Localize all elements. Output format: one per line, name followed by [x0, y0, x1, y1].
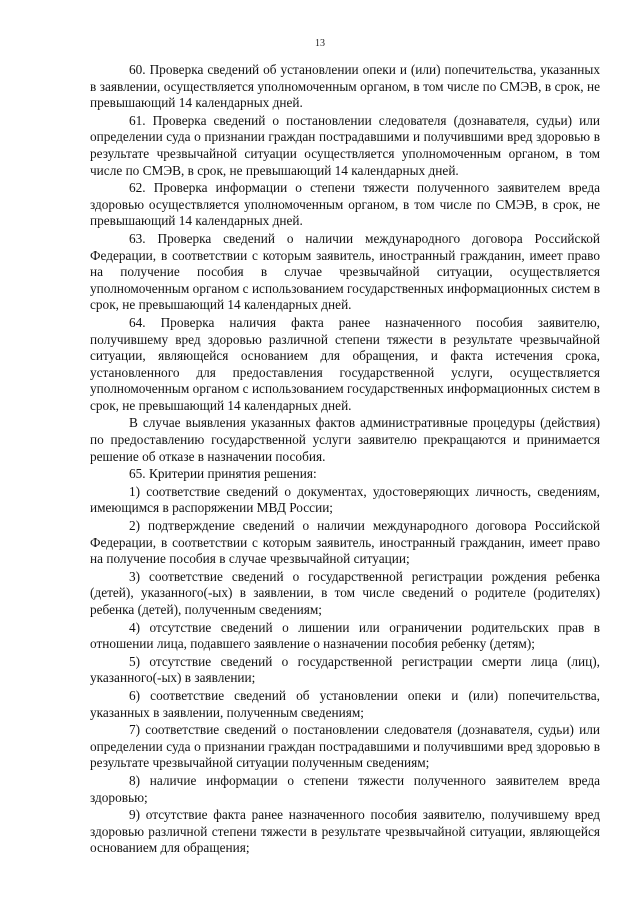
paragraph-63: 63. Проверка сведений о наличии международного договора Российской Федерации, в соответствии с которым заявитель, иностранный гражданин, имеет право на получение пособия в случае чрезвычайной ситуации, осуществляется уполномоченным органом с использованием государственных информационных систем в срок, не превышающий 14 календарных дней. — [90, 230, 600, 313]
paragraph-65-heading: 65. Критерии принятия решения: — [129, 466, 317, 482]
criteria-item-1: 1) соответствие сведений о документах, удостоверяющих личность, сведениям, имеющимся в распоряжении МВД России; — [90, 483, 600, 516]
criteria-item-6: 6) соответствие сведений об установлении опеки и (или) попечительства, указанных в заявлении, полученным сведениям; — [90, 687, 600, 720]
criteria-item-9: 9) отсутствие факта ранее назначенного пособия заявителю, получившему вред здоровью различной степени тяжести в результате чрезвычайной ситуации, являющейся основанием для обращения; — [90, 807, 600, 856]
criteria-item-7: 7) соответствие сведений о постановлении следователя (дознавателя, судьи) или определении суда о признании граждан пострадавшими и получившими вред здоровью в результате чрезвычайной ситуации полученным сведениям; — [90, 722, 600, 771]
page-number: 13 — [315, 38, 325, 49]
paragraph-61: 61. Проверка сведений о постановлении следователя (дознавателя, судьи) или определении суда о признании граждан пострадавшими и получившими вред здоровью в результате чрезвычайной ситуации осуществляется уполномоченным органом, в том числе по СМЭВ, в срок, не превышающий 14 календарных дней. — [90, 112, 600, 178]
criteria-item-8: 8) наличие информации о степени тяжести полученного заявителем вреда здоровью; — [90, 772, 600, 805]
document-body — [90, 62, 600, 858]
criteria-item-5: 5) отсутствие сведений о государственной регистрации смерти лица (лиц), указанного(-ых) в заявлении; — [90, 653, 600, 686]
paragraph-60: 60. Проверка сведений об установлении опеки и (или) попечительства, указанных в заявлении, осуществляется уполномоченным органом, в том числе по СМЭВ, в срок, не превышающий 14 календарных дней. — [90, 62, 600, 111]
criteria-item-4: 4) отсутствие сведений о лишении или ограничении родительских прав в отношении лица, подавшего заявление о назначении пособия ребенку (детям); — [90, 619, 600, 652]
paragraph-64-note: В случае выявления указанных фактов административные процедуры (действия) по предоставлению государственной услуги заявителю прекращаются и принимается решение об отказе в назначении пособия. — [90, 415, 600, 464]
paragraph-62: 62. Проверка информации о степени тяжести полученного заявителем вреда здоровью осуществляется уполномоченным органом, в том числе по СМЭВ, в срок, не превышающий 14 календарных дней. — [90, 180, 600, 229]
paragraph-64: 64. Проверка наличия факта ранее назначенного пособия заявителю, получившему вред здоровью различной степени тяжести в результате чрезвычайной ситуации, являющейся основанием для обращения, и факта истечения срока, установленного для предоставления государственной услуги, осуществляется уполномоченным органом с использованием государственных информационных систем в срок, не превышающий 14 календарных дней. — [90, 314, 600, 413]
criteria-item-3: 3) соответствие сведений о государственной регистрации рождения ребенка (детей), указанного(-ых) в заявлении, в том числе сведений о родителе (родителях) ребенка (детей), полученным сведениям; — [90, 568, 600, 617]
criteria-item-2: 2) подтверждение сведений о наличии международного договора Российской Федерации, в соответствии с которым заявитель, иностранный гражданин, имеет право на получение пособия в случае чрезвычайной ситуации; — [90, 518, 600, 567]
